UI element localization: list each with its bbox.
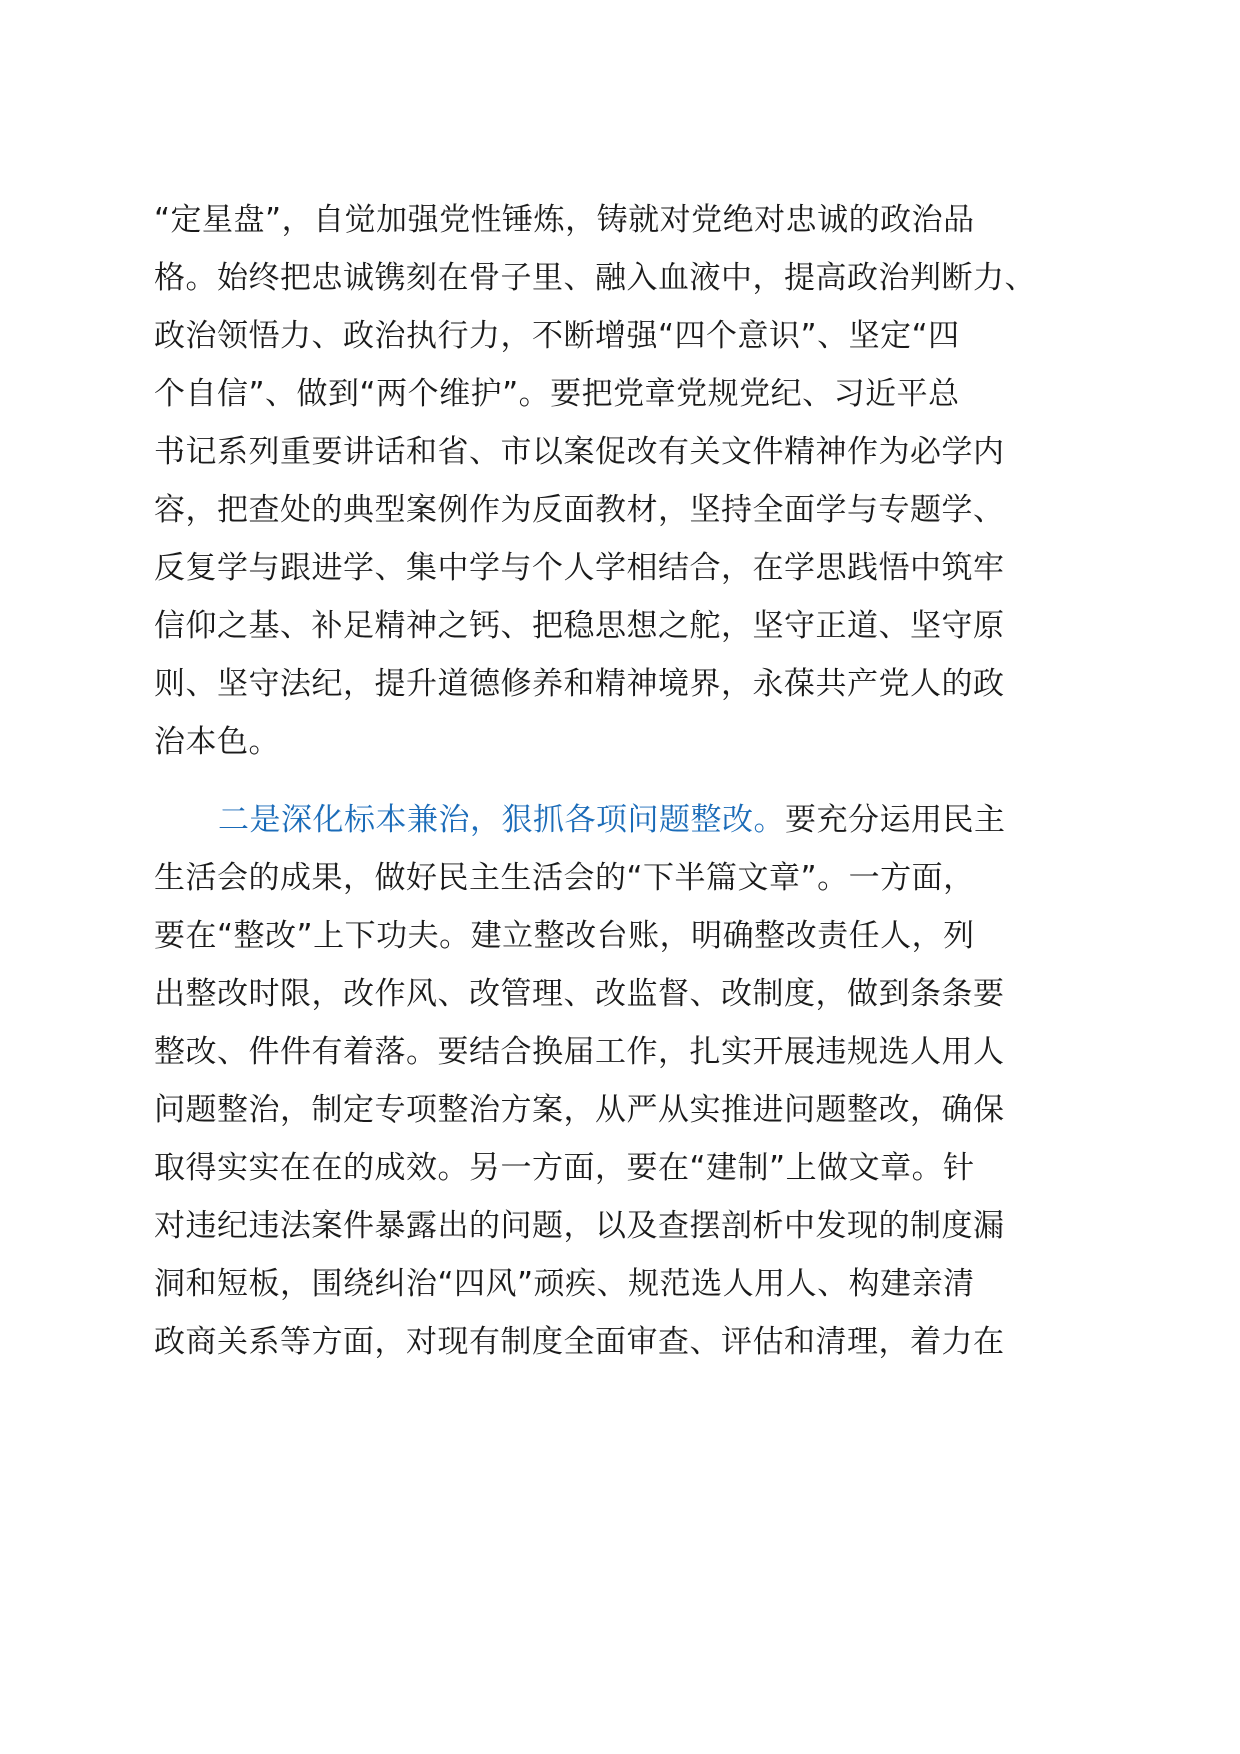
paragraph2-line: 要在“整改”上下功夫。建立整改台账，明确整改责任人，列: [154, 918, 975, 954]
paragraph1-line: 书记系列重要讲话和省、市以案促改有关文件精神作为必学内: [154, 434, 1005, 470]
paragraph2-line: 取得实实在在的成效。另一方面，要在“建制”上做文章。针: [154, 1150, 975, 1186]
paragraph2-line: 政商关系等方面，对现有制度全面审查、评估和清理，着力在: [154, 1324, 1005, 1360]
paragraph1-line: 容，把查处的典型案例作为反面教材，坚持全面学与专题学、: [154, 492, 1005, 528]
paragraph2-first-line-text: 要充分运用民主: [785, 802, 1006, 838]
paragraph1-line: 格。始终把忠诚镌刻在骨子里、融入血液中，提高政治判断力、: [154, 260, 1036, 296]
paragraph2-line: 出整改时限，改作风、改管理、改监督、改制度，做到条条要: [154, 976, 1005, 1012]
paragraph1-line: 政治领悟力、政治执行力，不断增强“四个意识”、坚定“四: [154, 318, 960, 354]
paragraph2-line: 整改、件件有着落。要结合换届工作，扎实开展违规选人用人: [154, 1034, 1005, 1070]
paragraph2-line: 生活会的成果，做好民主生活会的“下半篇文章”。一方面，: [154, 860, 975, 896]
section-heading: 二是深化标本兼治，狠抓各项问题整改。: [218, 802, 785, 838]
paragraph1-line: 个自信”、做到“两个维护”。要把党章党规党纪、习近平总: [154, 376, 960, 412]
paragraph1-line: 治本色。: [154, 724, 280, 760]
paragraph1-line: 反复学与跟进学、集中学与个人学相结合，在学思践悟中筑牢: [154, 550, 1005, 586]
paragraph2-first-line: [218, 800, 1006, 840]
paragraph2-line: 洞和短板，围绕纠治“四风”顽疾、规范选人用人、构建亲清: [154, 1266, 975, 1302]
paragraph1-line: “定星盘”，自觉加强党性锤炼，铸就对党绝对忠诚的政治品: [154, 202, 975, 238]
paragraph1-line: 则、坚守法纪，提升道德修养和精神境界，永葆共产党人的政: [154, 666, 1005, 702]
paragraph2-line: 问题整治，制定专项整治方案，从严从实推进问题整改，确保: [154, 1092, 1005, 1128]
paragraph2-line: 对违纪违法案件暴露出的问题，以及查摆剖析中发现的制度漏: [154, 1208, 1005, 1244]
paragraph1-line: 信仰之基、补足精神之钙、把稳思想之舵，坚守正道、坚守原: [154, 608, 1005, 644]
